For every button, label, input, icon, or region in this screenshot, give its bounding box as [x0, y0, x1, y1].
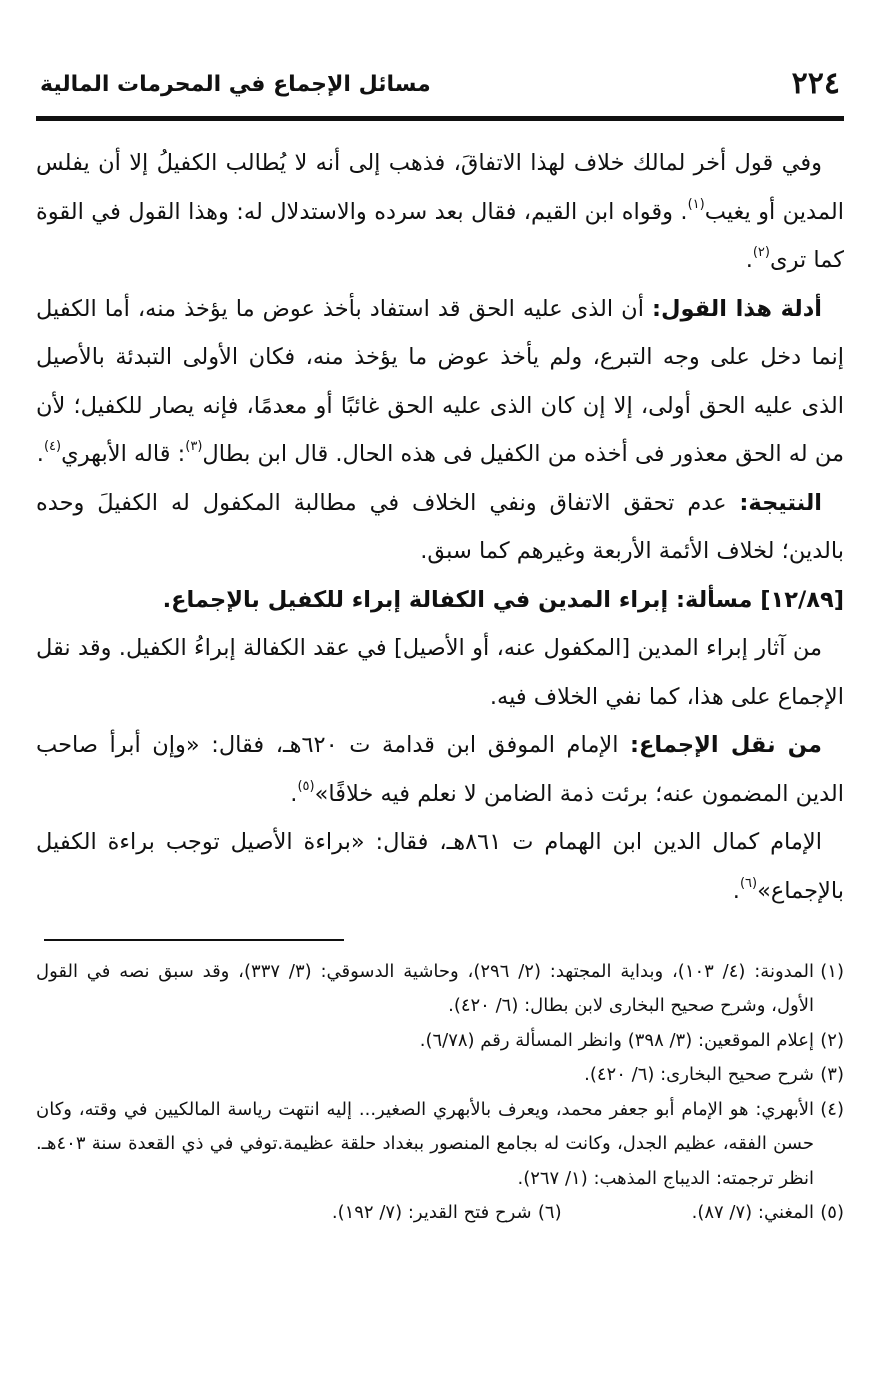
footnote-number: (٤) — [820, 1098, 844, 1120]
paragraph-lead: أدلة هذا القول: — [651, 295, 822, 322]
footnote-ref[interactable]: (١) — [687, 196, 705, 212]
footnote — [332, 1196, 562, 1231]
footnote-ref[interactable]: (٣) — [185, 439, 203, 454]
footnote-separator — [44, 939, 344, 941]
footnote-ref[interactable]: (٦) — [739, 875, 758, 891]
running-title: مسائل الإجماع في المحرمات المالية — [40, 72, 431, 97]
main-text — [36, 139, 844, 915]
footnote — [36, 955, 844, 1024]
footnote-row — [36, 1196, 844, 1231]
paragraph-2: أدلة هذا القول: أن الذى عليه الحق قد استفاد بأخذ عوض ما يؤخذ منه، أما الكفيل إنما دخل على وجه التبرع، ولم يأخذ عوض ما يؤخذ منه، فكان الأولى التبدئة بالأصيل الذى عليه الحق أولى، إلا إن كان الذى عليه الحق غائبًا أو معدمًا، فإنه يصار للكفيل؛ لأن من له الحق معذور فى أخذه من الكفيل فى هذه الحال. قال ابن بطال$^{(٣)}$: قاله الأبهري$^{(٤)}$. — [36, 295, 844, 467]
footnote — [36, 1058, 844, 1093]
footnote-text: إعلام الموقعين: (٣/ ٣٩٨) وانظر المسألة رقم (٦/٧٨). — [419, 1029, 814, 1051]
paragraph-3: النتيجة: عدم تحقق الاتفاق ونفي الخلاف في مطالبة المكفول له الكفيلَ وحده بالدين؛ لخلاف الأئمة الأربعة وغيرهم كما سبق. — [36, 489, 844, 564]
page-header — [36, 58, 844, 116]
footnote-text: شرح صحيح البخارى: (٦/ ٤٢٠). — [584, 1064, 814, 1085]
footnote-number: (٢) — [820, 1029, 844, 1051]
page-number: ٢٢٤ — [791, 66, 840, 101]
footnote-ref[interactable]: (٤) — [43, 439, 62, 454]
footnote-text: شرح فتح القدير: (٧/ ١٩٢). — [331, 1202, 532, 1223]
footnote-number: (١) — [820, 960, 844, 982]
footnote — [692, 1196, 844, 1231]
paragraph-5: من نقل الإجماع: الإمام الموفق ابن قدامة ت ٦٢٠هـ، فقال: «وإن أبرأ صاحب الدين المضمون عنه؛ برئت ذمة الضامن لا نعلم فيه خلافًا»$^{(٥)}$. — [36, 732, 844, 807]
footnote-text: المدونة: (٤/ ١٠٣)، وبداية المجتهد: (٢/ ٢٩٦)، وحاشية الدسوقي: (٣/ ٣٣٧)، وقد سبق نصه في القول الأول، وشرح صحيح البخارى لابن بطال: (٦/ ٤٢٠). — [36, 960, 814, 1016]
paragraph-6: الإمام كمال الدين ابن الهمام ت ٨٦١هـ، فقال: «براءة الأصيل توجب براءة الكفيل بالإجماع»$^{(٦)}$. — [36, 829, 844, 904]
footnote-number: (٣) — [820, 1064, 844, 1085]
footnotes — [36, 955, 844, 1231]
footnote — [36, 1093, 844, 1197]
issue-heading: [١٢/٨٩] مسألة: إبراء المدين في الكفالة إبراء للكفيل بالإجماع. — [162, 586, 844, 613]
footnote-ref[interactable]: (٢) — [752, 245, 770, 260]
footnote-ref[interactable]: (٥) — [297, 778, 315, 794]
footnote — [36, 1024, 844, 1059]
book-page — [36, 58, 844, 1231]
header-rule — [36, 116, 844, 121]
paragraph-1: وفي قول أخر لمالك خلاف لهذا الاتفاقَ، فذهب إلى أنه لا يُطالب الكفيلُ إلا أن يفلس المدين أو يغيب$^{(١)}$. وقواه ابن القيم، فقال بعد سرده والاستدلال له: وهذا القول في القوة كما ترى$^{(٢)}$. — [36, 150, 844, 273]
paragraph-lead: النتيجة: — [739, 489, 822, 516]
paragraph-4: من آثار إبراء المدين [المكفول عنه، أو الأصيل] في عقد الكفالة إبراءُ الكفيل. وقد نقل الإجماع على هذا، كما نفي الخلاف فيه. — [36, 635, 844, 710]
paragraph-lead: من نقل الإجماع: — [630, 732, 822, 758]
footnote-text: الأبهري: هو الإمام أبو جعفر محمد، ويعرف بالأبهري الصغير... إليه انتهت رياسة المالكيين في وقته، وكان حسن الفقه، عظيم الجدل، وكانت له بجامع المنصور ببغداد حلقة عظيمة.توفي في ذي القعدة سنة ٤٠٣هـ. انظر ترجمته: الديباج المذهب: (١/ ٢٦٧). — [36, 1098, 814, 1189]
footnote-number: (٥) — [820, 1202, 844, 1223]
footnote-text: المغني: (٧/ ٨٧). — [691, 1202, 814, 1223]
footnote-number: (٦) — [537, 1202, 562, 1223]
